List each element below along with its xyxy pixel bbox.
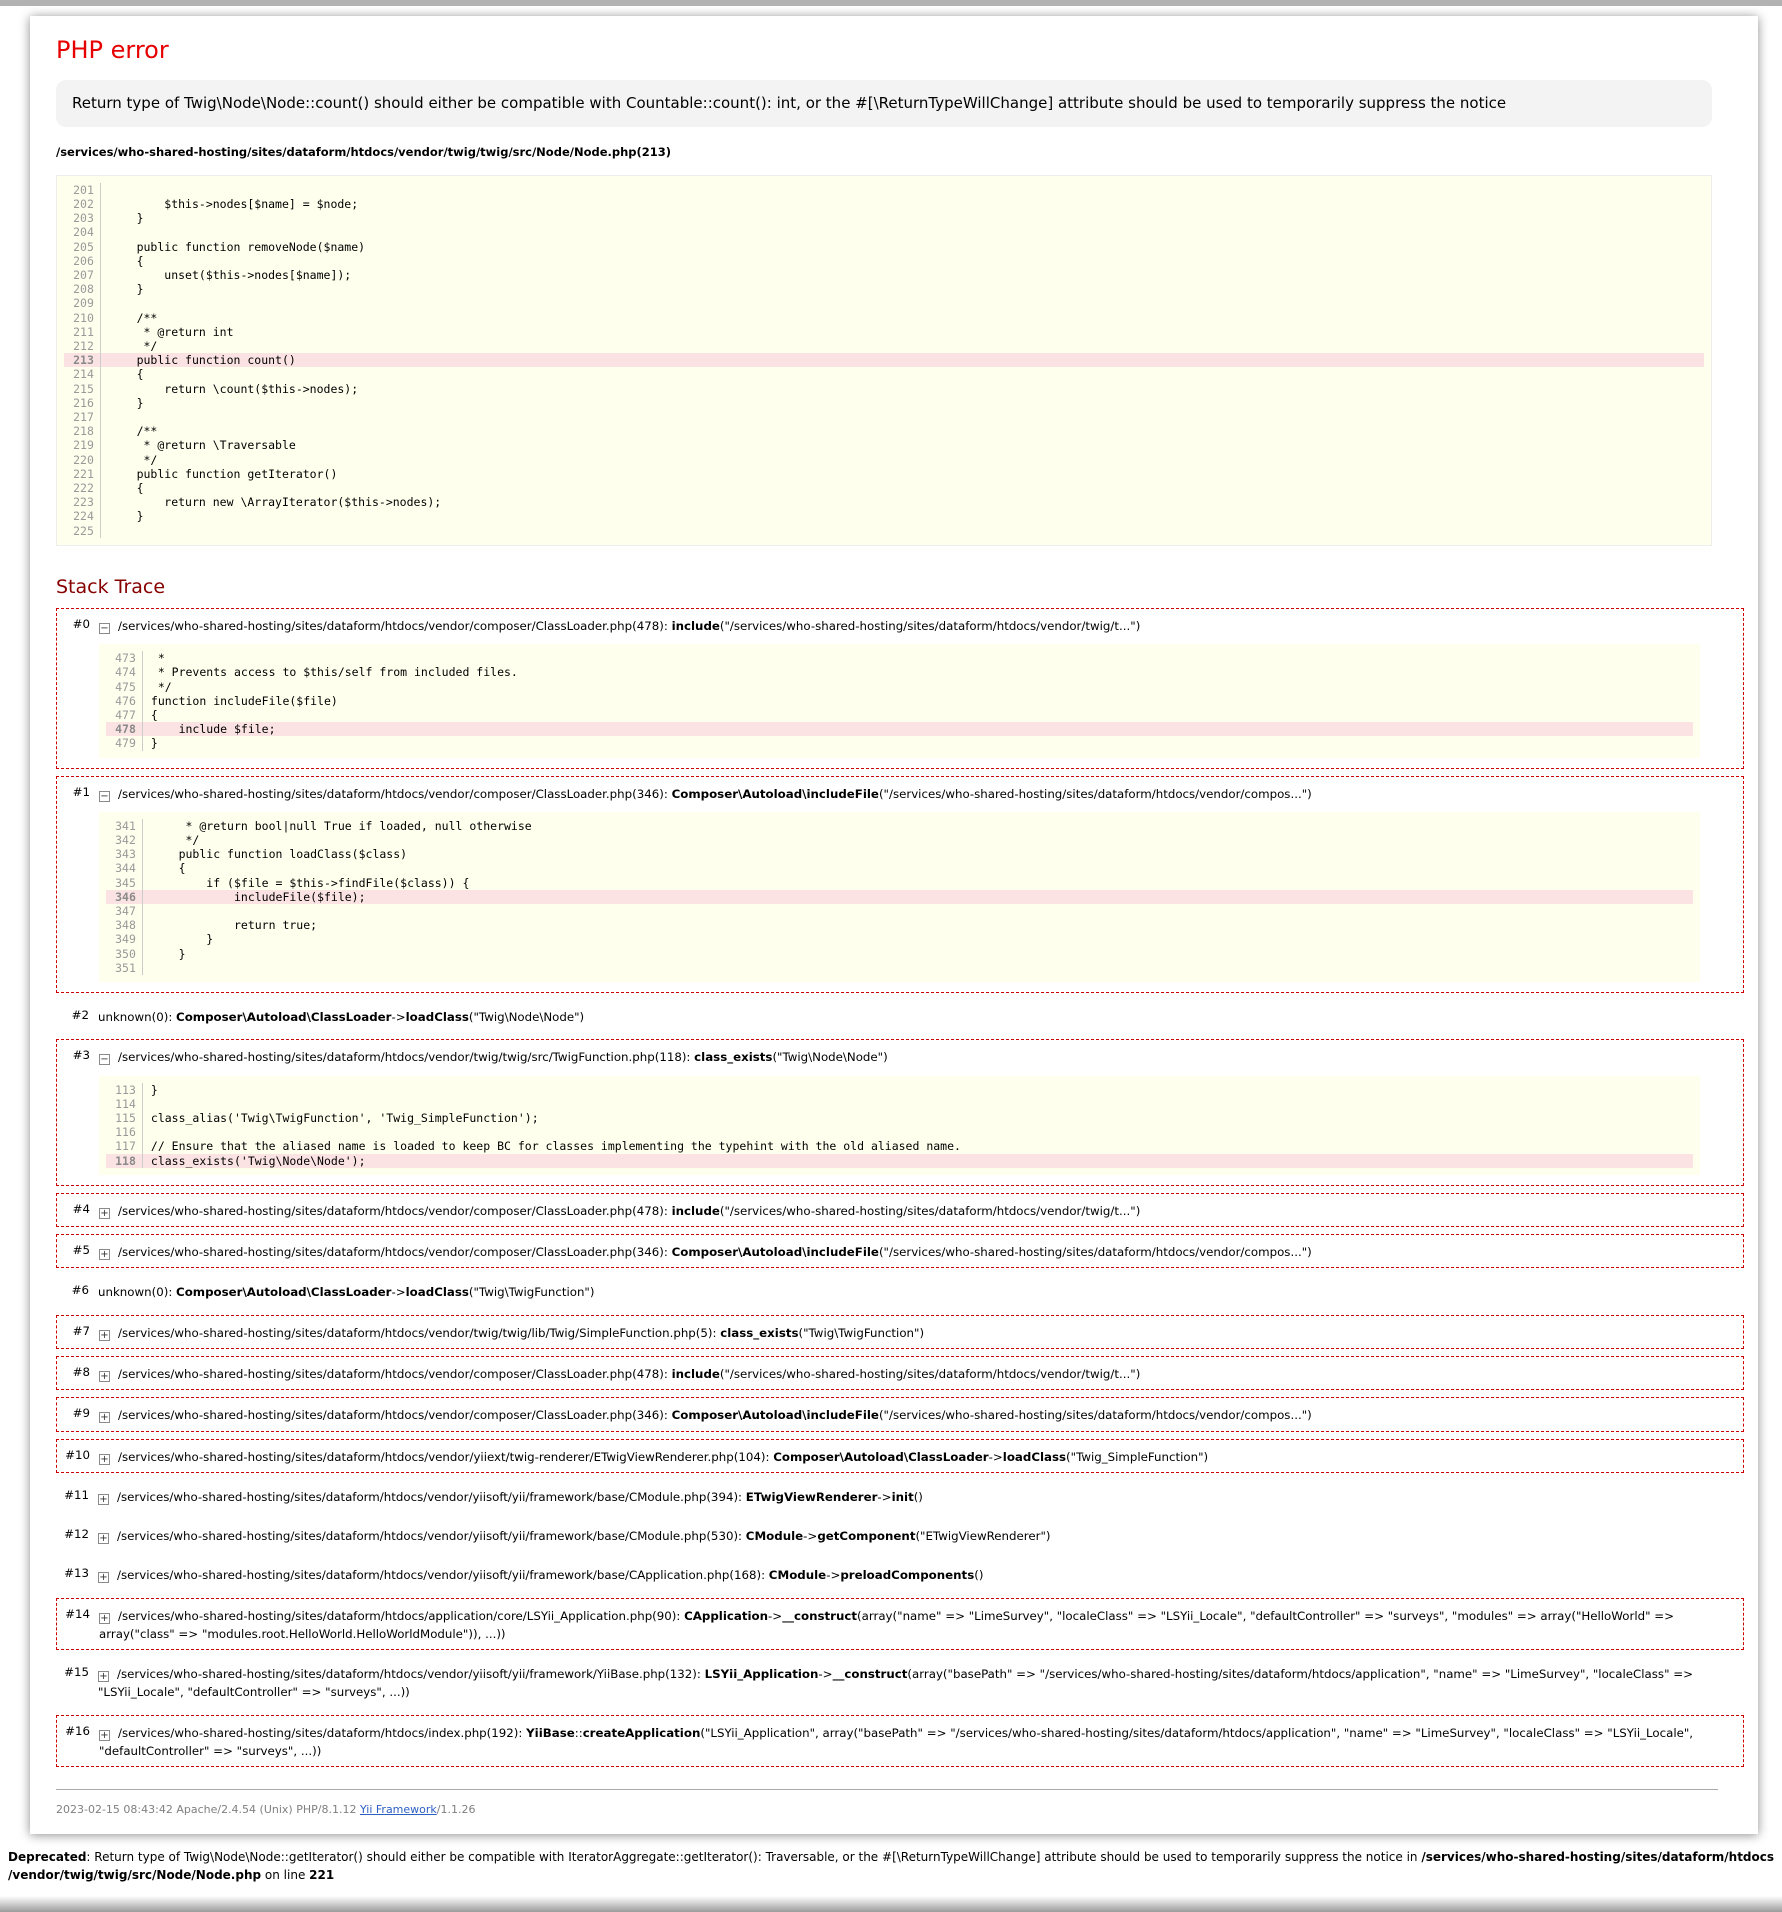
version-footer	[56, 1789, 1718, 1816]
trace-number: #4	[72, 1201, 90, 1216]
code-line	[64, 183, 1704, 197]
trace-content	[99, 1446, 1736, 1466]
line-number: 224	[64, 509, 101, 523]
trace-number: #12	[64, 1527, 89, 1542]
trace-call-text: /services/who-shared-hosting/sites/dataform/htdocs/vendor/yiisoft/yii/framework/base/CApplication.php(168): CModule->preloadComponents()	[117, 1568, 984, 1583]
trace-number: #13	[64, 1566, 89, 1581]
trace-number: #8	[72, 1364, 90, 1379]
code-line	[106, 904, 1693, 918]
code-line: 479 }	[106, 736, 1693, 750]
expand-icon: +	[99, 1533, 108, 1545]
line-number: 348	[106, 918, 143, 932]
line-number: 207	[64, 268, 101, 282]
bottom-shadow	[0, 1896, 1782, 1912]
error-code-line: 213 public function count()	[64, 353, 1704, 367]
code-line: 117 // Ensure that the aliased name is loaded to keep BC for classes implementing the typehint with the old aliased name.	[106, 1139, 1693, 1153]
stack-trace-item[interactable]	[56, 1439, 1744, 1473]
line-number: 202	[64, 197, 101, 211]
trace-source-code-block	[99, 812, 1700, 982]
expand-icon: +	[99, 1572, 108, 1584]
stack-trace-title: Stack Trace	[56, 575, 166, 598]
line-number: 219	[64, 438, 101, 452]
code-line: 205 public function removeNode($name)	[64, 240, 1704, 254]
line-number: 475	[106, 680, 143, 694]
error-code-line: 118 class_exists('Twig\Node\Node');	[106, 1154, 1693, 1168]
stack-trace-item	[56, 1558, 1744, 1590]
code-line: 215 return \count($this->nodes);	[64, 382, 1704, 396]
deprecated-notice: Deprecated: Return type of Twig\Node\Node::getIterator() should either be compatible with IteratorAggregate::getIterator(): Traversable, or the #[\ReturnTypeWillChange] attribute should be used to temporarily suppress the notice in /services/who-shared-hosting/sites/dataform/htdocs/vendor/twig/twig/src/Node/Node.php on line 221	[8, 1850, 1775, 1883]
code-line	[106, 1125, 1693, 1139]
stack-trace-item[interactable]	[56, 1356, 1744, 1390]
line-number: 474	[106, 665, 143, 679]
code-line: 473 *	[106, 651, 1693, 665]
code-line: 223 return new \ArrayIterator($this->nodes);	[64, 495, 1704, 509]
line-number: 205	[64, 240, 101, 254]
trace-content	[98, 1006, 1737, 1026]
error-report-panel	[30, 16, 1758, 1834]
stack-trace-list	[56, 608, 1744, 1768]
line-number: 213	[64, 353, 101, 367]
stack-trace-item[interactable]	[56, 1397, 1744, 1431]
code-line: 224 }	[64, 509, 1704, 523]
line-number: 477	[106, 708, 143, 722]
stack-trace-item[interactable]	[56, 1598, 1744, 1651]
line-number: 221	[64, 467, 101, 481]
trace-content	[99, 1046, 1736, 1179]
stack-trace-item[interactable]	[56, 608, 1744, 769]
code-line: 221 public function getIterator()	[64, 467, 1704, 481]
code-line: 341 * @return bool|null True if loaded, null otherwise	[106, 819, 1693, 833]
line-number: 201	[64, 183, 101, 197]
line-number: 215	[64, 382, 101, 396]
code-line: 202 $this->nodes[$name] = $node;	[64, 197, 1704, 211]
trace-content	[99, 1322, 1736, 1342]
code-line: 222 {	[64, 481, 1704, 495]
trace-content	[98, 1486, 1737, 1506]
line-number: 116	[106, 1125, 143, 1139]
stack-trace-item[interactable]	[56, 1234, 1744, 1268]
code-line: 345 if ($file = $this->findFile($class)) {	[106, 876, 1693, 890]
expand-icon[interactable]: +	[100, 1249, 109, 1261]
trace-number: #15	[64, 1665, 89, 1680]
trace-content	[98, 1525, 1737, 1545]
error-code-line: 478 include $file;	[106, 722, 1693, 736]
line-number: 220	[64, 453, 101, 467]
line-number: 347	[106, 904, 143, 918]
source-code-block	[56, 175, 1712, 546]
trace-content	[99, 783, 1736, 987]
trace-source-code-block	[99, 644, 1700, 757]
code-line: 220 */	[64, 453, 1704, 467]
code-line: 115 class_alias('Twig\TwigFunction', 'Twig_SimpleFunction');	[106, 1111, 1693, 1125]
trace-content	[98, 1564, 1737, 1584]
error-message: Return type of Twig\Node\Node::count() should either be compatible with Countable::count(): int, or the #[\ReturnTypeWillChange] attribute should be used to temporarily suppress the notice	[56, 80, 1712, 127]
collapse-icon[interactable]: −	[100, 622, 109, 634]
trace-number: #2	[71, 1008, 89, 1023]
trace-number: #11	[64, 1487, 89, 1502]
line-number: 343	[106, 847, 143, 861]
server-info: 2023-02-15 08:43:42 Apache/2.4.54 (Unix) PHP/8.1.12	[56, 1803, 360, 1817]
expand-icon[interactable]: +	[100, 1612, 109, 1624]
line-number: 217	[64, 410, 101, 424]
line-number: 209	[64, 296, 101, 310]
line-number: 118	[106, 1154, 143, 1168]
trace-content	[99, 1404, 1736, 1424]
line-number: 478	[106, 722, 143, 736]
trace-number: #14	[65, 1606, 90, 1621]
trace-call-text: /services/who-shared-hosting/sites/dataform/htdocs/vendor/composer/ClassLoader.php(346): Composer\Autoload\includeFile("/services/who-shared-hosting/sites/dataform/htdocs/vendor/compos...")	[118, 1408, 1312, 1423]
stack-trace-item[interactable]	[56, 776, 1744, 994]
trace-call-text: /services/who-shared-hosting/sites/dataform/htdocs/vendor/yiiext/twig-renderer/ETwigViewRenderer.php(104): Composer\Autoload\ClassLoader->loadClass("Twig_SimpleFunction")	[118, 1449, 1209, 1464]
code-line: 343 public function loadClass($class)	[106, 847, 1693, 861]
stack-trace-item	[56, 1519, 1744, 1551]
trace-content	[99, 1241, 1736, 1261]
trace-call-text: /services/who-shared-hosting/sites/dataform/htdocs/vendor/composer/ClassLoader.php(478): include("/services/who-shared-hosting/sites/dataform/htdocs/vendor/twig/t...")	[118, 1203, 1141, 1218]
stack-trace-item[interactable]	[56, 1193, 1744, 1227]
line-number: 210	[64, 311, 101, 325]
trace-content	[99, 1605, 1736, 1644]
stack-trace-item[interactable]	[56, 1715, 1744, 1768]
code-line	[64, 296, 1704, 310]
code-line: 211 * @return int	[64, 325, 1704, 339]
line-number: 208	[64, 282, 101, 296]
framework-version: /1.1.26	[436, 1803, 476, 1817]
line-number: 117	[106, 1139, 143, 1153]
code-line: 476 function includeFile($file)	[106, 694, 1693, 708]
trace-call-text: /services/who-shared-hosting/sites/dataform/htdocs/vendor/composer/ClassLoader.php(478): include("/services/who-shared-hosting/sites/dataform/htdocs/vendor/twig/t...")	[118, 1366, 1141, 1381]
trace-content	[99, 1363, 1736, 1383]
trace-call-text: /services/who-shared-hosting/sites/dataform/htdocs/vendor/twig/twig/src/TwigFunction.php(118): class_exists("Twig\Node\Node")	[118, 1050, 888, 1065]
line-number: 479	[106, 736, 143, 750]
trace-content	[99, 615, 1736, 762]
trace-number: #5	[72, 1243, 90, 1258]
expand-icon[interactable]: +	[100, 1453, 109, 1465]
trace-call-text: /services/who-shared-hosting/sites/dataform/htdocs/vendor/composer/ClassLoader.php(478): include("/services/who-shared-hosting/sites/dataform/htdocs/vendor/twig/t...")	[118, 618, 1141, 633]
line-number: 225	[64, 524, 101, 538]
code-line: 206 {	[64, 254, 1704, 268]
code-line: 348 return true;	[106, 918, 1693, 932]
line-number: 342	[106, 833, 143, 847]
code-line	[64, 410, 1704, 424]
trace-call-text: /services/who-shared-hosting/sites/dataform/htdocs/vendor/twig/twig/lib/Twig/SimpleFunction.php(5): class_exists("Twig\TwigFunction")	[118, 1325, 925, 1340]
code-line: 203 }	[64, 211, 1704, 225]
trace-call-text: unknown(0): Composer\Autoload\ClassLoader->loadClass("Twig\TwigFunction")	[98, 1285, 595, 1300]
trace-call-text: /services/who-shared-hosting/sites/dataform/htdocs/vendor/yiisoft/yii/framework/YiiBase.php(132): LSYii_Application->__construct(array("basePath" => "/services/who-shared-hosting/sites/dataform/htdocs/application", "name" => "LimeSurvey", "localeClass" => "LSYii_Locale", "defaultController" => "surveys", ...))	[98, 1667, 1694, 1700]
line-number: 113	[106, 1083, 143, 1097]
trace-number: #10	[65, 1447, 90, 1462]
trace-call-text: /services/who-shared-hosting/sites/dataform/htdocs/vendor/composer/ClassLoader.php(346): Composer\Autoload\includeFile("/services/who-shared-hosting/sites/dataform/htdocs/vendor/compos...")	[118, 786, 1312, 801]
line-number: 350	[106, 947, 143, 961]
code-line: 214 {	[64, 367, 1704, 381]
line-number: 351	[106, 961, 143, 975]
code-line: 208 }	[64, 282, 1704, 296]
code-line: 475 */	[106, 680, 1693, 694]
line-number: 114	[106, 1097, 143, 1111]
line-number: 344	[106, 861, 143, 875]
line-number: 115	[106, 1111, 143, 1125]
expand-icon: +	[99, 1671, 108, 1683]
trace-number: #6	[71, 1283, 89, 1298]
line-number: 212	[64, 339, 101, 353]
trace-content	[99, 1722, 1736, 1761]
code-line: 212 */	[64, 339, 1704, 353]
trace-call-text: /services/who-shared-hosting/sites/dataform/htdocs/vendor/yiisoft/yii/framework/base/CModule.php(530): CModule->getComponent("ETwigViewRenderer")	[117, 1529, 1051, 1544]
page-title: PHP error	[56, 36, 169, 64]
collapse-icon[interactable]: −	[100, 790, 109, 802]
yii-framework-link[interactable]: Yii Framework	[359, 1803, 437, 1817]
line-number: 218	[64, 424, 101, 438]
top-shadow-strip	[0, 0, 1782, 6]
expand-icon[interactable]: +	[100, 1329, 109, 1341]
line-number: 211	[64, 325, 101, 339]
code-line: 216 }	[64, 396, 1704, 410]
code-line: 344 {	[106, 861, 1693, 875]
code-line: 219 * @return \Traversable	[64, 438, 1704, 452]
line-number: 223	[64, 495, 101, 509]
line-number: 349	[106, 932, 143, 946]
code-line	[106, 961, 1693, 975]
stack-trace-item[interactable]	[56, 1039, 1744, 1186]
line-number: 203	[64, 211, 101, 225]
code-line: 207 unset($this->nodes[$name]);	[64, 268, 1704, 282]
code-line	[64, 225, 1704, 239]
code-line	[106, 1097, 1693, 1111]
trace-content	[98, 1281, 1737, 1301]
trace-call-text: /services/who-shared-hosting/sites/dataform/htdocs/application/core/LSYii_Application.php(90): CApplication->__construct(array("name" => "LimeSurvey", "localeClass" => "LSYii_Locale", "defaultController" => "surveys", "modules" => array("HelloWorld" => array("class" => "modules.root.HelloWorld.HelloWorldModule")), ...))	[99, 1608, 1675, 1641]
line-number: 346	[106, 890, 143, 904]
trace-call-text: /services/who-shared-hosting/sites/dataform/htdocs/vendor/composer/ClassLoader.php(346): Composer\Autoload\includeFile("/services/who-shared-hosting/sites/dataform/htdocs/vendor/compos...")	[118, 1245, 1312, 1260]
trace-number: #16	[65, 1723, 90, 1738]
trace-number: #0	[72, 616, 90, 631]
expand-icon[interactable]: +	[100, 1412, 109, 1424]
line-number: 214	[64, 367, 101, 381]
trace-number: #7	[72, 1323, 90, 1338]
trace-call-text: /services/who-shared-hosting/sites/dataform/htdocs/vendor/yiisoft/yii/framework/base/CModule.php(394): ETwigViewRenderer->init()	[117, 1489, 923, 1504]
stack-trace-item[interactable]	[56, 1315, 1744, 1349]
line-number: 345	[106, 876, 143, 890]
code-line: 349 }	[106, 932, 1693, 946]
expand-icon[interactable]: +	[100, 1207, 109, 1219]
stack-trace-item	[56, 1275, 1744, 1307]
trace-content	[99, 1200, 1736, 1220]
trace-call-text: unknown(0): Composer\Autoload\ClassLoader->loadClass("Twig\Node\Node")	[98, 1010, 585, 1025]
line-number: 222	[64, 481, 101, 495]
collapse-icon[interactable]: −	[100, 1054, 109, 1066]
line-number: 476	[106, 694, 143, 708]
trace-number: #3	[72, 1048, 90, 1063]
expand-icon: +	[99, 1493, 108, 1505]
code-line: 350 }	[106, 947, 1693, 961]
trace-call-text: /services/who-shared-hosting/sites/dataform/htdocs/index.php(192): YiiBase::createApplication("LSYii_Application", array("basePath" => "/services/who-shared-hosting/sites/dataform/htdocs/application", "name" => "LimeSurvey", "localeClass" => "LSYii_Locale", "defaultController" => "surveys", ...))	[99, 1725, 1694, 1759]
line-number: 216	[64, 396, 101, 410]
trace-number: #9	[72, 1406, 90, 1421]
error-code-line: 346 includeFile($file);	[106, 890, 1693, 904]
code-line: 342 */	[106, 833, 1693, 847]
code-line: 113 }	[106, 1083, 1693, 1097]
line-number: 473	[106, 651, 143, 665]
code-line: 210 /**	[64, 311, 1704, 325]
line-number: 204	[64, 225, 101, 239]
expand-icon[interactable]: +	[100, 1370, 109, 1382]
stack-trace-item	[56, 1480, 1744, 1512]
expand-icon[interactable]: +	[100, 1729, 109, 1741]
trace-source-code-block	[99, 1076, 1700, 1175]
code-line	[64, 524, 1704, 538]
line-number: 206	[64, 254, 101, 268]
stack-trace-item	[56, 1000, 1744, 1032]
code-line: 218 /**	[64, 424, 1704, 438]
stack-trace-item	[56, 1657, 1744, 1708]
code-line: 477 {	[106, 708, 1693, 722]
source-file-path: /services/who-shared-hosting/sites/dataform/htdocs/vendor/twig/twig/src/Node/Node.php(213)	[56, 144, 672, 159]
trace-content	[98, 1663, 1737, 1702]
line-number: 341	[106, 819, 143, 833]
code-line: 474 * Prevents access to $this/self from included files.	[106, 665, 1693, 679]
trace-number: #1	[72, 784, 90, 799]
